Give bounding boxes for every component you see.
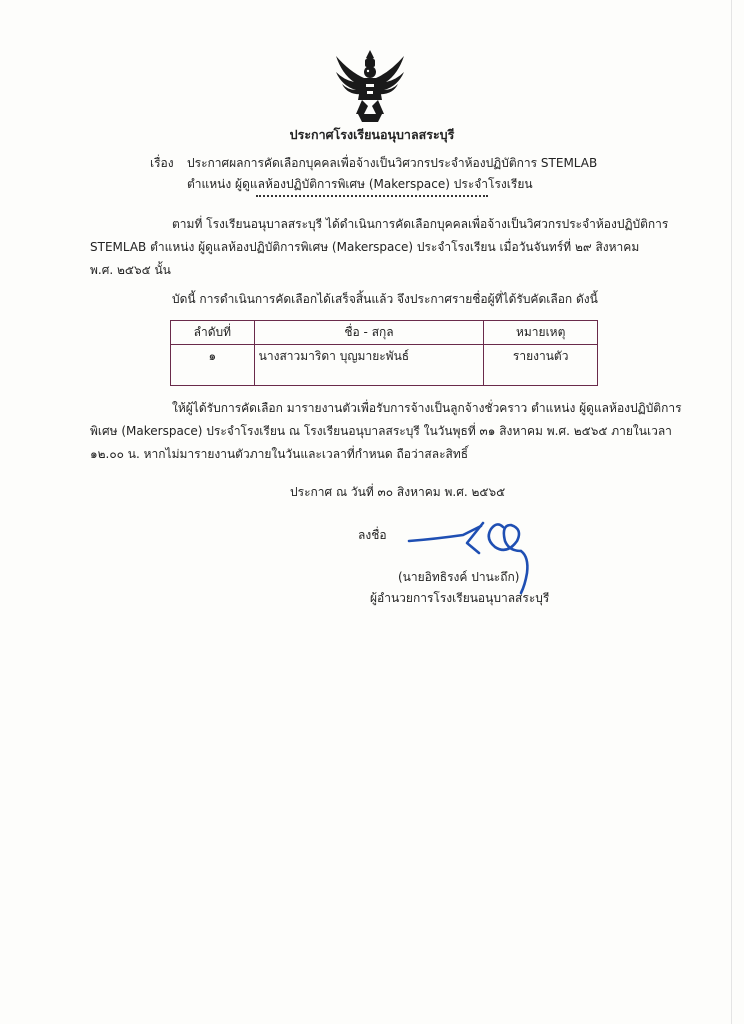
page-edge	[731, 0, 732, 1024]
cell-note: รายงานตัว	[484, 345, 598, 386]
divider-dots	[256, 193, 488, 197]
signature-icon	[405, 517, 543, 597]
col-header-note: หมายเหตุ	[484, 321, 598, 345]
sign-label: ลงชื่อ	[358, 528, 387, 542]
para1-line-1: ตามที่ โรงเรียนอนุบาลสระบุรี ได้ดำเนินการคัดเลือกบุคคลเพื่อจ้างเป็นวิศวกรประจำห้องปฏิบัติการ	[172, 217, 669, 231]
subject-line-2: ตำแหน่ง ผู้ดูแลห้องปฏิบัติการพิเศษ (Makerspace) ประจำโรงเรียน	[187, 177, 533, 191]
signer-name: (นายอิทธิรงค์ ปานะถึก)	[398, 570, 520, 584]
para1-line-2: STEMLAB ตำแหน่ง ผู้ดูแลห้องปฏิบัติการพิเศษ (Makerspace) ประจำโรงเรียน เมื่อวันจันทร์ที่ ๒๙ สิงหาคม	[90, 240, 640, 254]
table-header-row	[171, 321, 598, 345]
garuda-emblem-icon	[332, 48, 408, 124]
para1-line-3: พ.ศ. ๒๕๖๕ นั้น	[90, 263, 171, 277]
para3-line-2: พิเศษ (Makerspace) ประจำโรงเรียน ณ โรงเรียนอนุบาลสระบุรี ในวันพุธที่ ๓๑ สิงหาคม พ.ศ. ๒๕๖๕ ภายในเวลา	[90, 424, 672, 438]
table-row	[171, 345, 598, 386]
col-header-no: ลำดับที่	[171, 321, 255, 345]
announcement-title: ประกาศโรงเรียนอนุบาลสระบุรี	[289, 127, 455, 142]
selection-table	[170, 320, 598, 386]
signer-title: ผู้อำนวยการโรงเรียนอนุบาลสระบุรี	[370, 591, 550, 605]
announce-date: ประกาศ ณ วันที่ ๓๐ สิงหาคม พ.ศ. ๒๕๖๕	[290, 485, 506, 499]
para2: บัดนี้ การดำเนินการคัดเลือกได้เสร็จสิ้นแล้ว จึงประกาศรายชื่อผู้ที่ได้รับคัดเลือก ดังนี้	[172, 292, 598, 306]
para3-line-1: ให้ผู้ได้รับการคัดเลือก มารายงานตัวเพื่อรับการจ้างเป็นลูกจ้างชั่วคราว ตำแหน่ง ผู้ดูแลห้องปฏิบัติการ	[172, 401, 682, 415]
subject-line-1: ประกาศผลการคัดเลือกบุคคลเพื่อจ้างเป็นวิศวกรประจำห้องปฏิบัติการ STEMLAB	[187, 156, 598, 170]
col-header-name: ชื่อ - สกุล	[254, 321, 484, 345]
cell-name: นางสาวมาริดา บุญมายะพันธ์	[254, 345, 484, 386]
subject-label: เรื่อง	[150, 156, 174, 170]
para3-line-3: ๑๒.๐๐ น. หากไม่มารายงานตัวภายในวันและเวลาที่กำหนด ถือว่าสละสิทธิ์	[90, 447, 469, 461]
cell-no: ๑	[171, 345, 255, 386]
